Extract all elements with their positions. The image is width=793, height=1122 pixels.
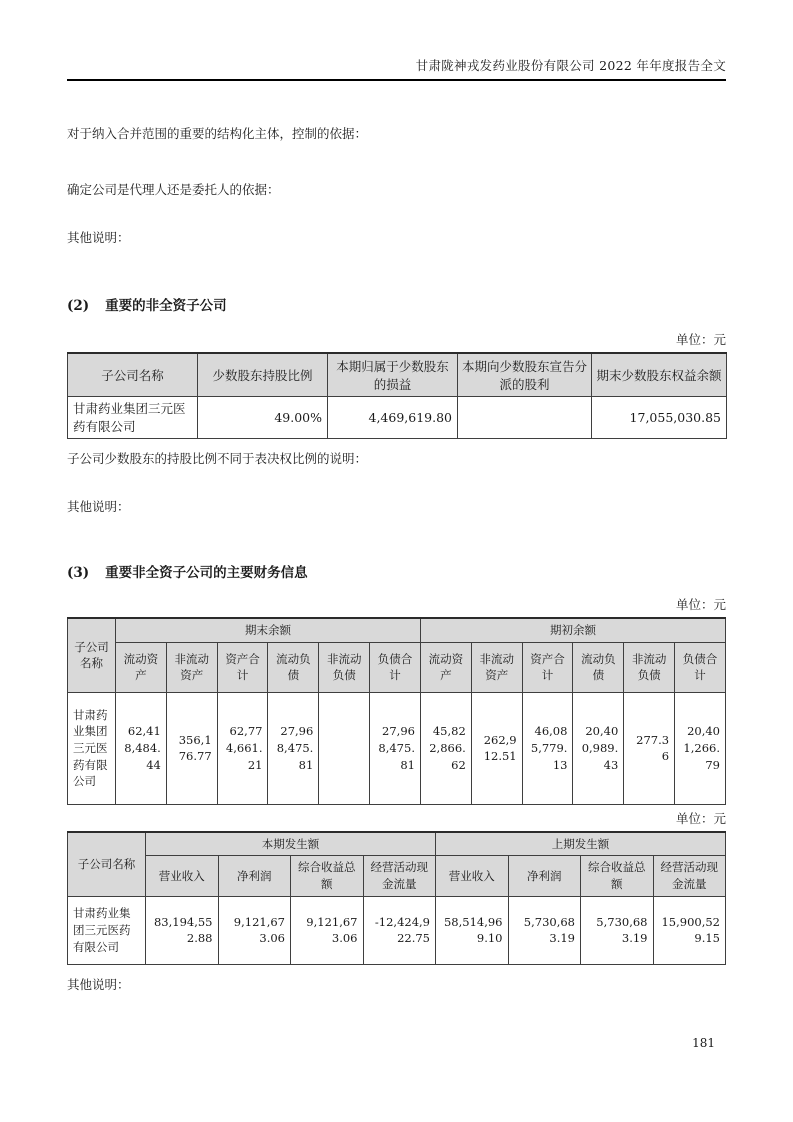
cell-current-operating-cashflow: -12,424,922.75 (363, 896, 436, 964)
report-header (67, 0, 726, 81)
opening-total-assets-header: 资产合计 (522, 642, 573, 692)
cell-dividends-declared (458, 396, 592, 438)
unit-label-3: 单位：元 (675, 810, 726, 826)
cell-profit-to-minority: 4,469,619.80 (328, 396, 458, 438)
report-header-title: 甘肃陇神戎发药业股份有限公司 2022 年年度报告全文 (415, 58, 726, 73)
cell-current-net-profit: 9,121,673.06 (218, 896, 291, 964)
table-row (68, 896, 726, 964)
cell-closing-total-assets: 62,774,661.21 (217, 692, 268, 804)
prior-comprehensive-income-header: 综合收益总额 (581, 856, 654, 896)
cell-subsidiary-name: 甘肃药业集团三元医药有限公司 (68, 692, 116, 804)
col-header-minority-ratio: 少数股东持股比例 (198, 353, 328, 397)
cell-subsidiary-name: 甘肃药业集团三元医药有限公司 (68, 896, 146, 964)
closing-noncurrent-liabilities-header: 非流动负债 (319, 642, 370, 692)
cell-current-revenue: 83,194,552.88 (146, 896, 219, 964)
col-header-dividends-declared: 本期向少数股东宣告分派的股利 (458, 353, 592, 397)
section-heading-3 (67, 561, 726, 581)
section-heading-2-title: 重要的非全资子公司 (105, 297, 227, 314)
paragraph-other-notes-2: 其他说明： (67, 498, 130, 514)
paragraph-structured-entity-basis: 对于纳入合并范围的重要的结构化主体，控制的依据： (67, 126, 368, 141)
opening-current-liabilities-header: 流动负债 (573, 642, 624, 692)
cell-opening-total-liabilities: 20,401,266.79 (675, 692, 726, 804)
cell-opening-noncurrent-liabilities: 277.36 (624, 692, 675, 804)
cell-current-comprehensive-income: 9,121,673.06 (291, 896, 364, 964)
cell-minority-ratio: 49.00% (198, 396, 328, 438)
closing-total-liabilities-header: 负债合计 (370, 642, 421, 692)
cell-closing-current-liabilities: 27,968,475.81 (268, 692, 319, 804)
cell-closing-current-assets: 62,418,484.44 (116, 692, 167, 804)
prior-net-profit-header: 净利润 (508, 856, 581, 896)
cell-ending-minority-equity: 17,055,030.85 (592, 396, 727, 438)
cell-opening-current-assets: 45,822,866.62 (420, 692, 471, 804)
cell-closing-noncurrent-assets: 356,176.77 (166, 692, 217, 804)
unit-label-2: 单位：元 (675, 597, 726, 613)
current-revenue-header: 营业收入 (146, 856, 219, 896)
balance-corner-header: 子公司名称 (68, 618, 116, 692)
current-net-profit-header: 净利润 (218, 856, 291, 896)
opening-balance-group-header: 期初余额 (420, 618, 725, 642)
closing-noncurrent-assets-header: 非流动资产 (166, 642, 217, 692)
prior-period-group-header: 上期发生额 (436, 832, 726, 856)
prior-revenue-header: 营业收入 (436, 856, 509, 896)
col-header-profit-to-minority: 本期归属于少数股东的损益 (328, 353, 458, 397)
section-heading-2-number: (2) (67, 297, 90, 314)
col-header-ending-minority-equity: 期末少数股东权益余额 (592, 353, 727, 397)
closing-total-assets-header: 资产合计 (217, 642, 268, 692)
paragraph-agent-or-principal-basis: 确定公司是代理人还是委托人的依据： (67, 181, 280, 197)
cell-closing-total-liabilities: 27,968,475.81 (370, 692, 421, 804)
income-table (67, 831, 726, 965)
table-row (68, 692, 726, 804)
table-row (68, 396, 727, 438)
paragraph-voting-ratio-note: 子公司少数股东的持股比例不同于表决权比例的说明： (67, 450, 368, 466)
income-corner-header: 子公司名称 (68, 832, 146, 897)
closing-current-assets-header: 流动资产 (116, 642, 167, 692)
current-comprehensive-income-header: 综合收益总额 (291, 856, 364, 896)
cell-opening-current-liabilities: 20,400,989.43 (573, 692, 624, 804)
opening-noncurrent-liabilities-header: 非流动负债 (624, 642, 675, 692)
paragraph-other-notes-1: 其他说明： (67, 230, 130, 246)
closing-balance-group-header: 期末余额 (116, 618, 421, 642)
current-period-group-header: 本期发生额 (146, 832, 436, 856)
unit-label-1: 单位：元 (675, 331, 726, 347)
minority-subsidiaries-table (67, 352, 727, 439)
cell-opening-total-assets: 46,085,779.13 (522, 692, 573, 804)
section-heading-3-number: (3) (67, 565, 90, 582)
cell-subsidiary-name: 甘肃药业集团三元医药有限公司 (68, 396, 198, 438)
cell-prior-net-profit: 5,730,683.19 (508, 896, 581, 964)
page-number: 181 (692, 1036, 715, 1050)
cell-opening-noncurrent-assets: 262,912.51 (471, 692, 522, 804)
cell-prior-comprehensive-income: 5,730,683.19 (581, 896, 654, 964)
section-heading-2 (67, 294, 726, 314)
opening-noncurrent-assets-header: 非流动资产 (471, 642, 522, 692)
paragraph-other-notes-3: 其他说明： (67, 976, 130, 992)
opening-total-liabilities-header: 负债合计 (675, 642, 726, 692)
current-operating-cashflow-header: 经营活动现金流量 (363, 856, 436, 896)
opening-current-assets-header: 流动资产 (420, 642, 471, 692)
cell-closing-noncurrent-liabilities (319, 692, 370, 804)
col-header-subsidiary-name: 子公司名称 (68, 353, 198, 397)
balance-table (67, 617, 726, 805)
section-heading-3-title: 重要非全资子公司的主要财务信息 (105, 565, 308, 582)
cell-prior-operating-cashflow: 15,900,529.15 (653, 896, 726, 964)
cell-prior-revenue: 58,514,969.10 (436, 896, 509, 964)
prior-operating-cashflow-header: 经营活动现金流量 (653, 856, 726, 896)
closing-current-liabilities-header: 流动负债 (268, 642, 319, 692)
